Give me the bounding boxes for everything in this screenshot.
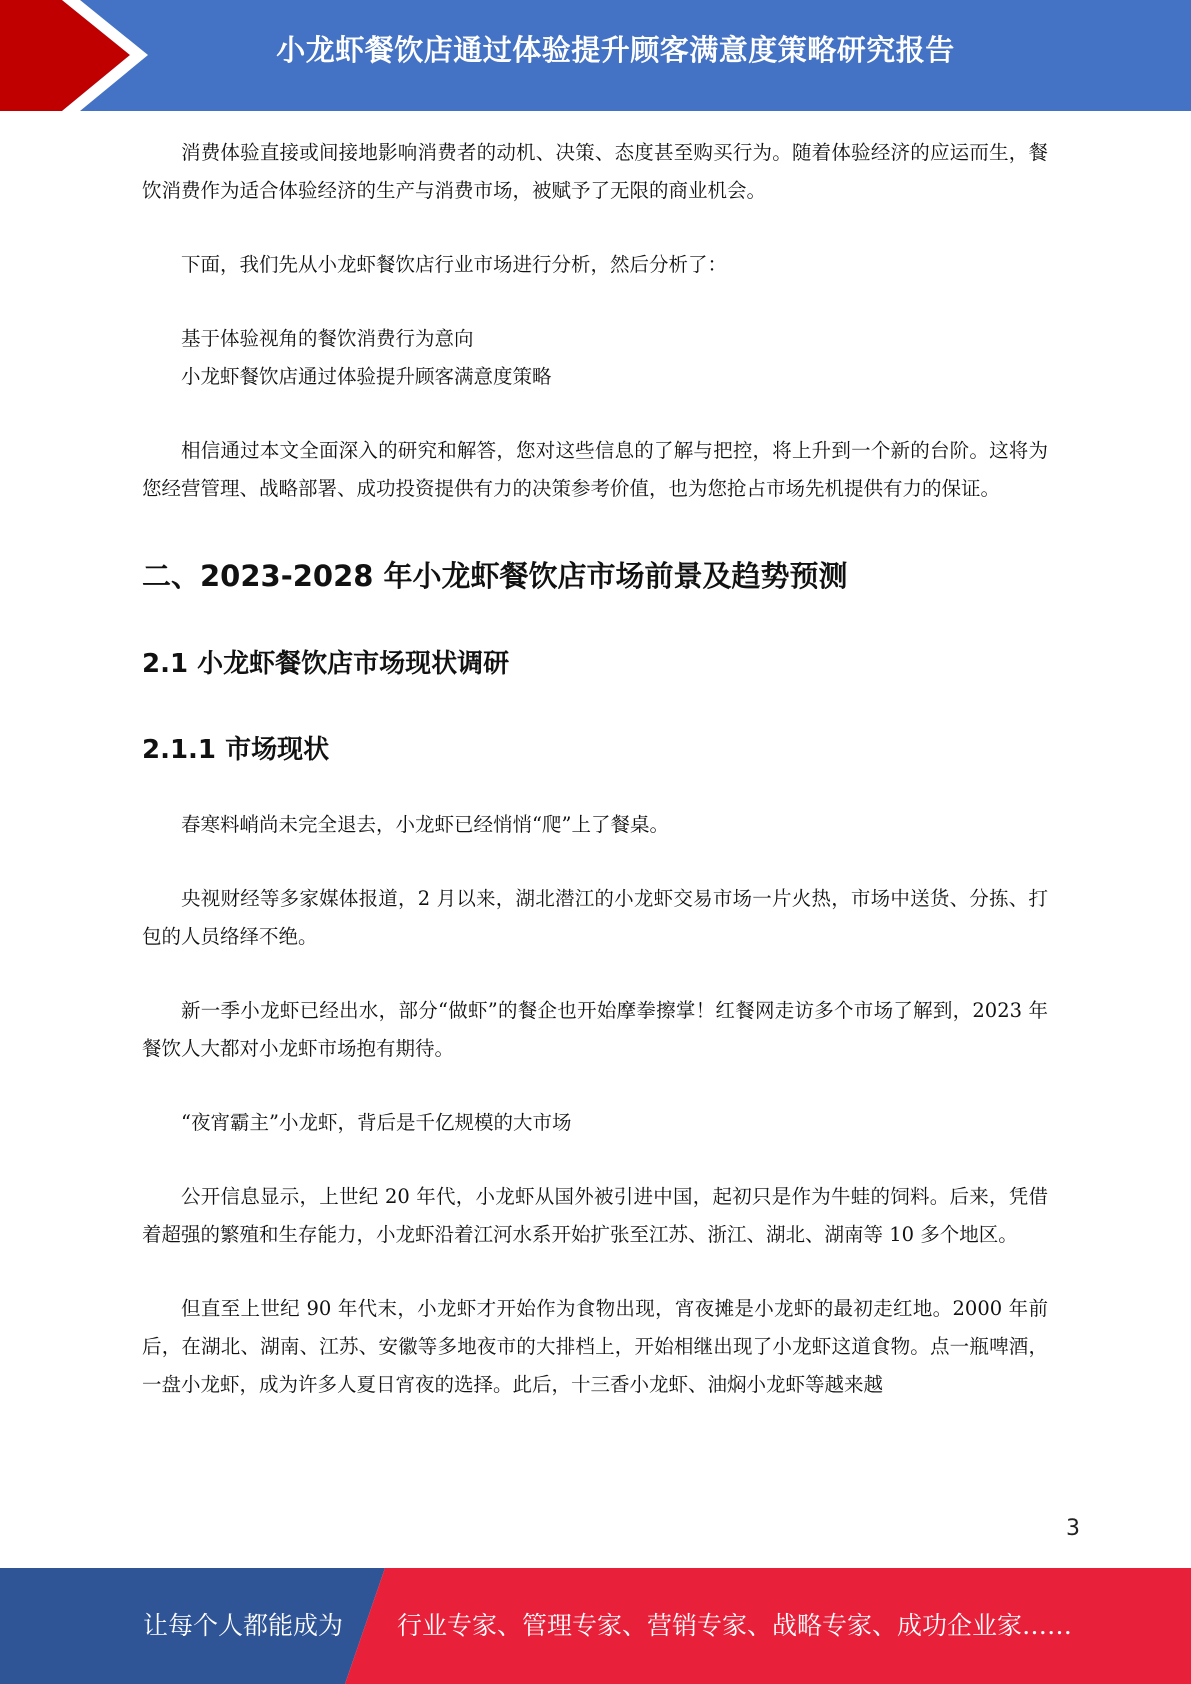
page-footer — [0, 1568, 1191, 1684]
paragraph: 下面，我们先从小龙虾餐饮店行业市场进行分析，然后分析了： — [181, 253, 728, 276]
paragraph: 新一季小龙虾已经出水，部分“做虾”的餐企也开始摩拳擦掌！红餐网走访多个市场了解到，2023 年餐饮人大都对小龙虾市场抱有期待。 — [142, 999, 1048, 1060]
list-item: 基于体验视角的餐饮消费行为意向 — [181, 327, 474, 350]
footer-slogan-left: 让每个人都能成为 — [143, 1611, 344, 1640]
section-heading: 二、2023-2028 年小龙虾餐饮店市场前景及趋势预测 — [142, 559, 848, 593]
paragraph: “夜宵霸主”小龙虾，背后是千亿规模的大市场 — [181, 1111, 572, 1134]
paragraph: 央视财经等多家媒体报道，2 月以来，湖北潜江的小龙虾交易市场一片火热，市场中送货、分拣、打包的人员络绎不绝。 — [142, 887, 1048, 948]
page-number: 3 — [1066, 1516, 1080, 1541]
list-item: 小龙虾餐饮店通过体验提升顾客满意度策略 — [181, 365, 552, 388]
subsection-heading: 2.1 小龙虾餐饮店市场现状调研 — [142, 649, 510, 679]
report-title: 小龙虾餐饮店通过体验提升顾客满意度策略研究报告 — [276, 33, 955, 67]
paragraph: 相信通过本文全面深入的研究和解答，您对这些信息的了解与把控，将上升到一个新的台阶。这将为您经营管理、战略部署、成功投资提供有力的决策参考价值，也为您抢占市场先机提供有力的保证。 — [142, 439, 1048, 500]
footer-slogan-right: 行业专家、管理专家、营销专家、战略专家、成功企业家…… — [397, 1611, 1073, 1640]
page-header — [0, 0, 1191, 111]
subsubsection-heading: 2.1.1 市场现状 — [142, 735, 330, 765]
page-content — [142, 134, 1048, 1404]
chevron-decoration-icon — [0, 0, 160, 111]
paragraph: 消费体验直接或间接地影响消费者的动机、决策、态度甚至购买行为。随着体验经济的应运而生，餐饮消费作为适合体验经济的生产与消费市场，被赋予了无限的商业机会。 — [142, 141, 1048, 202]
paragraph: 公开信息显示，上世纪 20 年代，小龙虾从国外被引进中国，起初只是作为牛蛙的饲料。后来，凭借着超强的繁殖和生存能力，小龙虾沿着江河水系开始扩张至江苏、浙江、湖北、湖南等 10 多个地区。 — [142, 1185, 1048, 1246]
paragraph: 春寒料峭尚未完全退去，小龙虾已经悄悄“爬”上了餐桌。 — [181, 813, 669, 836]
paragraph: 但直至上世纪 90 年代末，小龙虾才开始作为食物出现，宵夜摊是小龙虾的最初走红地。2000 年前后，在湖北、湖南、江苏、安徽等多地夜市的大排档上，开始相继出现了小龙虾这道食物。点一瓶啤酒，一盘小龙虾，成为许多人夏日宵夜的选择。此后，十三香小龙虾、油焖小龙虾等越来越 — [142, 1297, 1048, 1396]
